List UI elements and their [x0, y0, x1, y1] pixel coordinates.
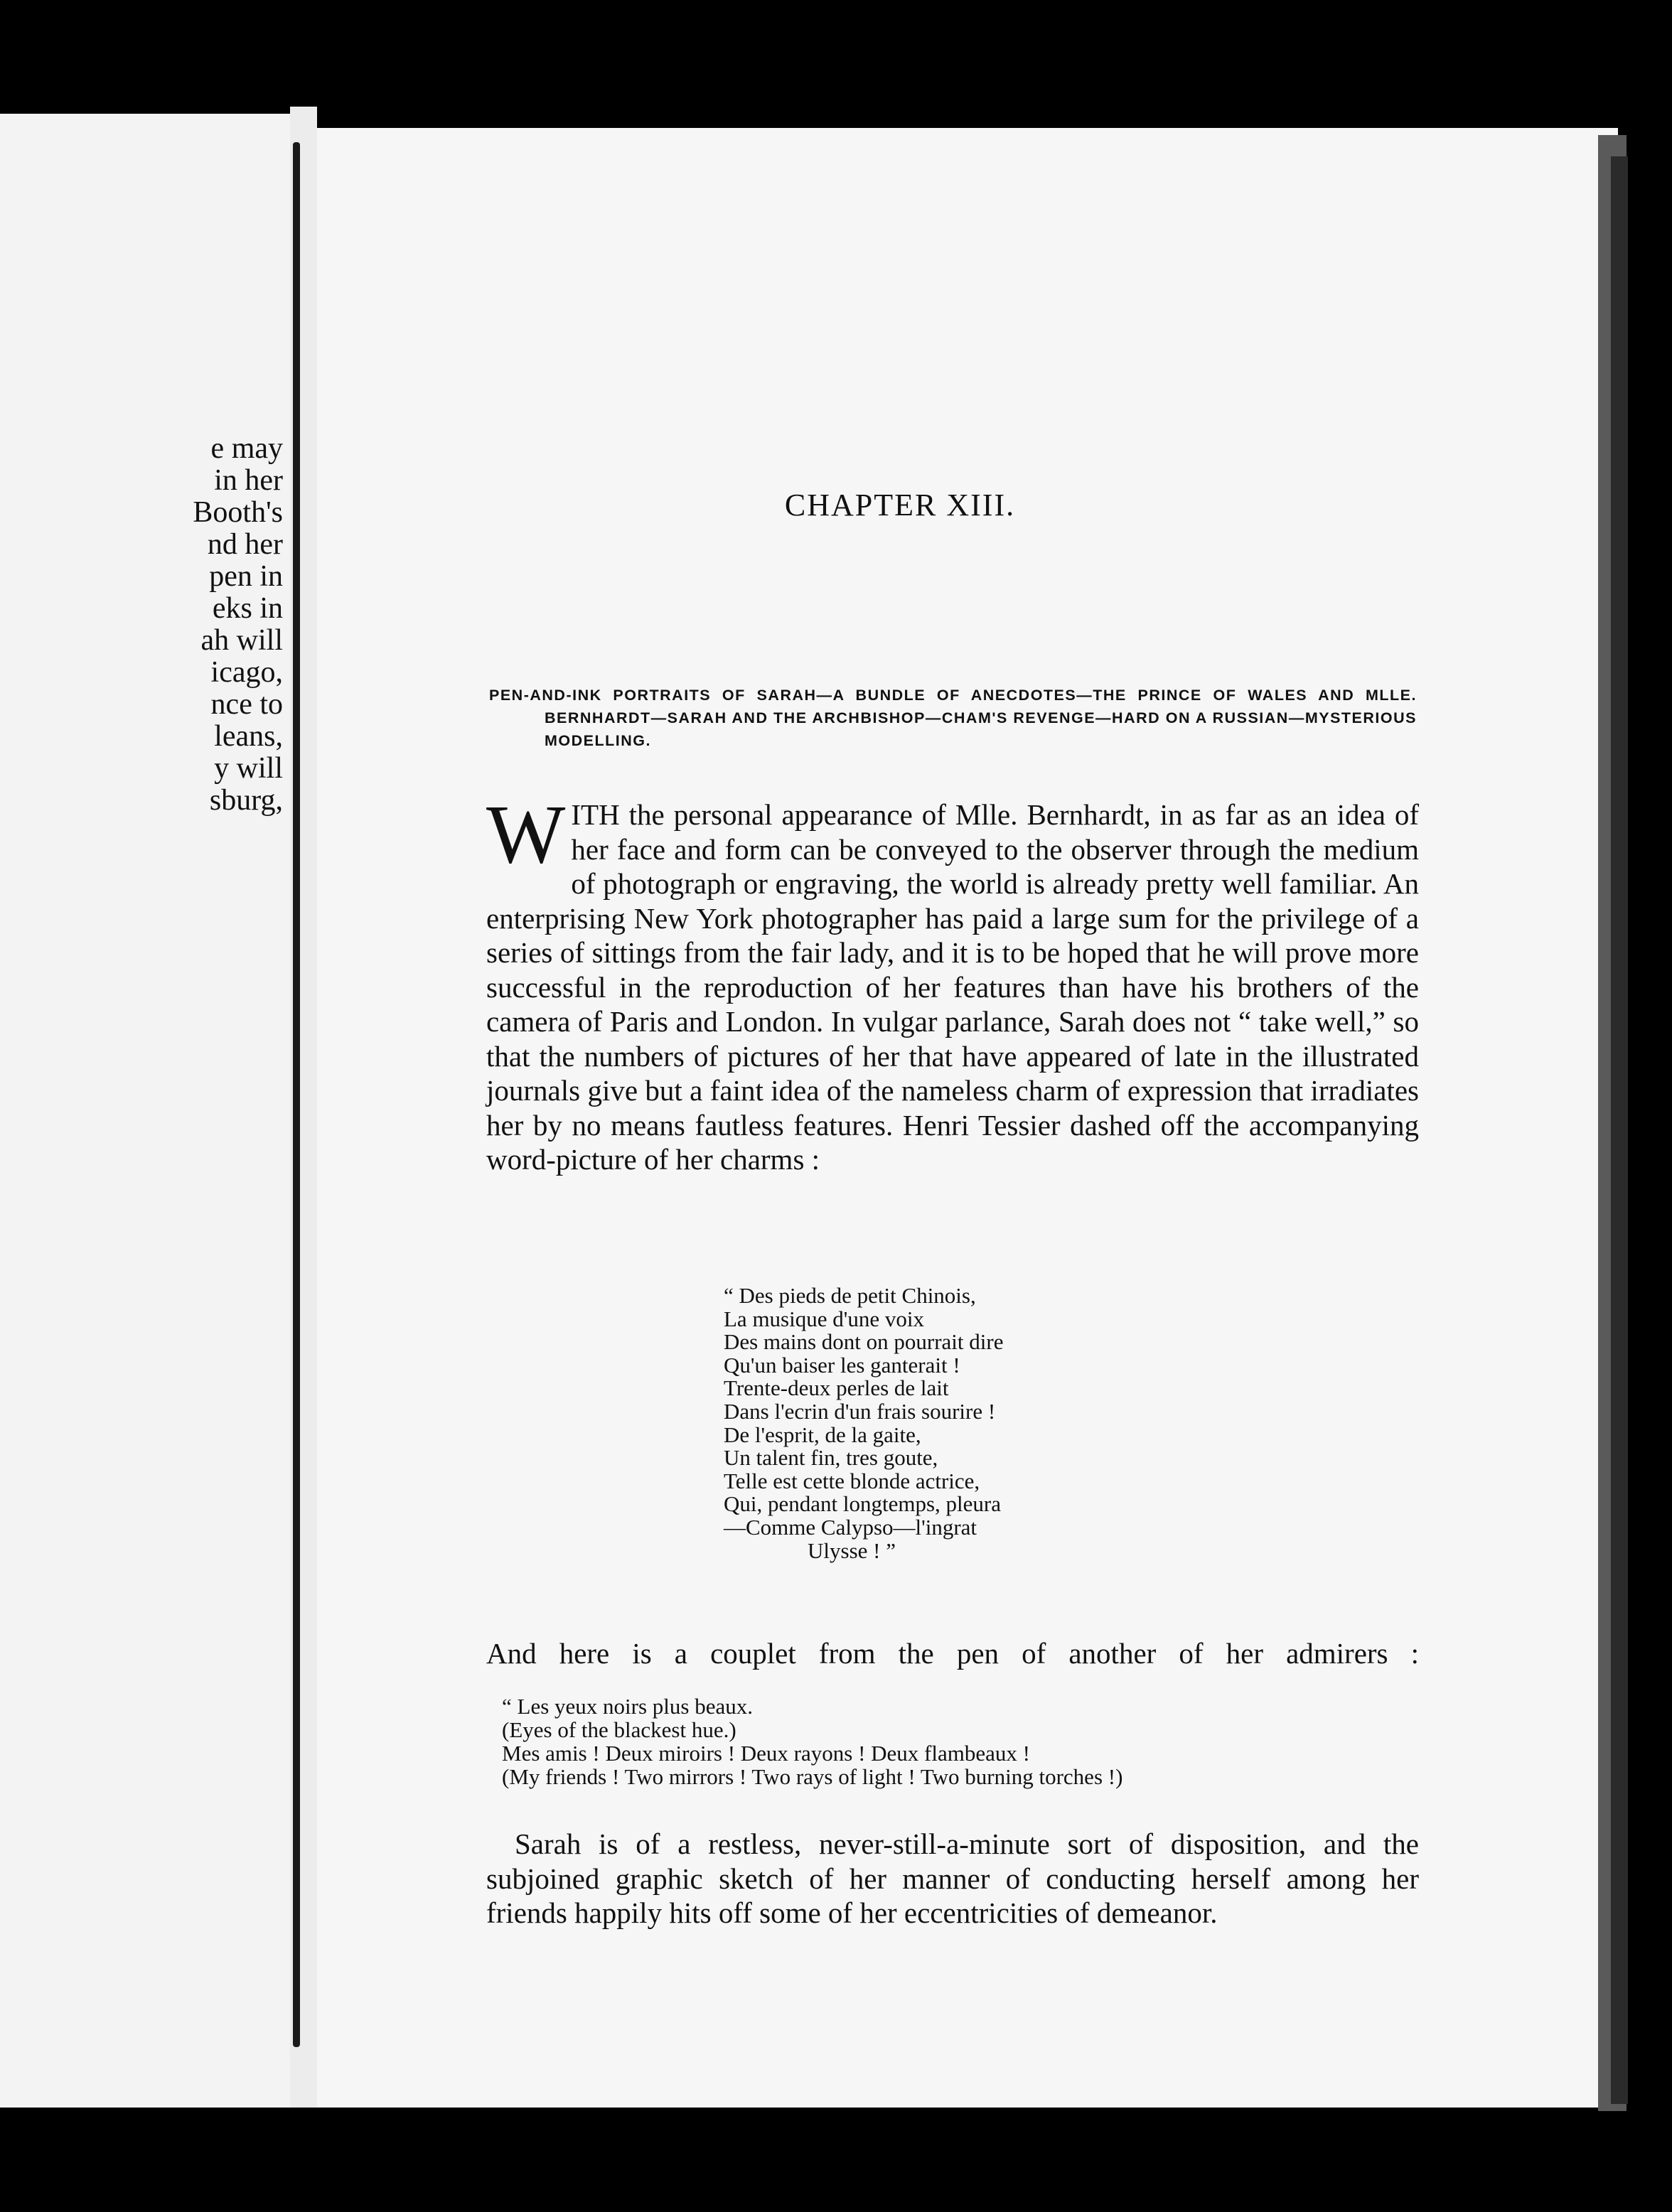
left-page-line: sburg, — [209, 784, 283, 817]
gutter-shadow — [293, 142, 300, 2047]
couplet-line: (My friends ! Two mirrors ! Two rays of light ! Two burning torches !) — [502, 1764, 1123, 1789]
verse-line: Un talent fin, tres goute, — [724, 1445, 938, 1471]
left-page-line: Booth's — [193, 496, 283, 529]
couplet-intro: And here is a couplet from the pen of another of her admirers : — [486, 1637, 1419, 1670]
couplet-line: (Eyes of the blackest hue.) — [502, 1717, 736, 1742]
verse-line: —Comme Calypso—l'ingrat — [724, 1514, 977, 1540]
left-page-line: leans, — [214, 720, 283, 753]
synopsis-text: PEN-AND-INK PORTRAITS OF SARAH—A BUNDLE OF ANECDOTES—THE PRINCE OF WALES AND MLLE. BERNHARDT—SARAH AND THE ARCHBISHOP—CHAM'S REVENGE—HARD ON A RUSSIAN—MYSTERIOUS MODELLING. — [489, 687, 1417, 749]
verse-line: Ulysse ! ” — [808, 1537, 896, 1563]
paragraph-text: ITH the personal appearance of Mlle. Bernhardt, in as far as an idea of her face and form can be conveyed to the observer through the medium of photograph or engraving, the world is already pretty well familiar. An enterprising New York photographer has paid a large sum for the privilege of a series of sittings from the fair lady, and it is to be hoped that he will prove more successful in the reproduction of her features than have his brothers of the camera of Paris and London. In vulgar parlance, Sarah does not “ take well,” so that the numbers of pictures of her that have appeared of late in the illustrated journals give but a faint idea of the nameless charm of expression that irradiates her by no means fautless features. Henri Tessier dashed off the accompanying word-picture of her charms : — [486, 798, 1419, 1176]
verse-line: Qui, pendant longtemps, pleura — [724, 1491, 1001, 1517]
page-edge-shadow — [1611, 156, 1628, 2104]
verse-line: Dans l'ecrin d'un frais sourire ! — [724, 1398, 996, 1424]
couplet-block — [502, 1695, 1122, 1788]
left-page-line: nce to — [210, 688, 283, 721]
left-page-line: in her — [214, 464, 283, 497]
left-page-line: ah will — [200, 624, 283, 657]
verse-line: Trente-deux perles de lait — [724, 1375, 949, 1401]
left-page-line: pen in — [209, 560, 283, 593]
left-page-line: eks in — [212, 592, 283, 625]
verse-line: “ Des pieds de petit Chinois, — [724, 1283, 976, 1308]
verse-line: Qu'un baiser les ganterait ! — [724, 1352, 960, 1378]
chapter-title: CHAPTER XIII. — [784, 488, 1016, 522]
opening-paragraph — [486, 788, 1419, 1177]
left-page-line: icago, — [210, 656, 283, 689]
couplet-line: Mes amis ! Deux miroirs ! Deux rayons ! Deux flambeaux ! — [502, 1741, 1030, 1766]
left-page-line: y will — [214, 752, 283, 785]
drop-cap: W — [486, 788, 566, 881]
verse-line: De l'esprit, de la gaite, — [724, 1422, 921, 1447]
couplet-line: “ Les yeux noirs plus beaux. — [502, 1694, 753, 1719]
verse-line: Des mains dont on pourrait dire — [724, 1329, 1004, 1355]
closing-paragraph: Sarah is of a restless, never-still-a-minute sort of disposition, and the subjoined graphic sketch of her manner of conducting herself among her friends happily hits off some of her eccentricities of demeanor. — [486, 1827, 1419, 1929]
verse-block — [724, 1284, 1003, 1562]
left-page-line: e may — [210, 432, 283, 465]
verse-line: La musique d'une voix — [724, 1306, 924, 1331]
left-page-line: nd her — [207, 528, 283, 561]
left-page — [0, 114, 290, 2108]
chapter-synopsis — [489, 684, 1417, 752]
verse-line: Telle est cette blonde actrice, — [724, 1468, 980, 1493]
